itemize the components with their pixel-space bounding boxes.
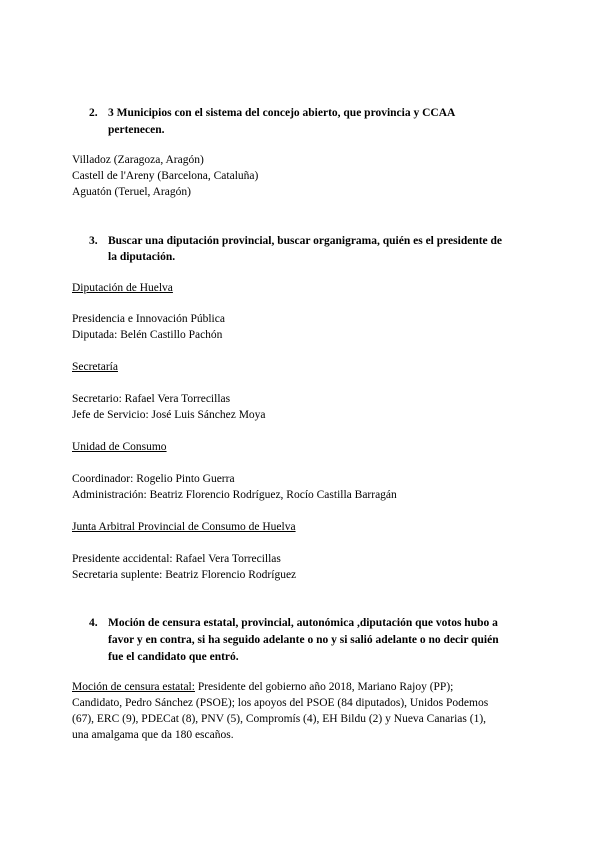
section-heading: Junta Arbitral Provincial de Consumo de Huelva <box>72 521 296 533</box>
q3-number: 3. <box>89 235 98 247</box>
section-line: Jefe de Servicio: José Luis Sánchez Moya <box>72 409 266 421</box>
q4-answer-line: (67), ERC (9), PDECat (8), PNV (5), Compromís (4), EH Bildu (2) y Nueva Canarias (1), <box>72 713 487 725</box>
q2-item: Aguatón (Teruel, Aragón) <box>72 186 191 198</box>
section-line: Presidencia e Innovación Pública <box>72 313 225 325</box>
q4-first-line-rest: Presidente del gobierno año 2018, Mariano Rajoy (PP); <box>194 681 454 693</box>
section-heading: Diputación de Huelva <box>72 282 173 294</box>
q4-label: Moción de censura estatal: <box>72 681 195 693</box>
q2-title-line-1: 3 Municipios con el sistema del concejo abierto, que provincia y CCAA <box>108 107 456 119</box>
q4-title-line-3: fue el candidato que entró. <box>108 651 239 663</box>
section-line: Administración: Beatriz Florencio Rodríguez, Rocío Castilla Barragán <box>72 489 397 501</box>
q2-number: 2. <box>89 107 98 119</box>
section-heading: Unidad de Consumo <box>72 441 167 453</box>
section-heading: Secretaría <box>72 361 118 373</box>
q4-answer-line: Candidato, Pedro Sánchez (PSOE); los apoyos del PSOE (84 diputados), Unidos Podemos <box>72 697 489 709</box>
q3-title-line-1: Buscar una diputación provincial, buscar organigrama, quién es el presidente de <box>108 235 503 247</box>
q2-title-line-2: pertenecen. <box>108 124 165 136</box>
section-line: Presidente accidental: Rafael Vera Torrecillas <box>72 553 281 565</box>
q2-item: Castell de l'Areny (Barcelona, Cataluña) <box>72 170 259 182</box>
q4-title-line-2: favor y en contra, si ha seguido adelante o no y si salió adelante o no decir quién <box>108 634 499 646</box>
section-line: Secretario: Rafael Vera Torrecillas <box>72 393 231 405</box>
q3-title-line-2: la diputación. <box>108 251 176 263</box>
section-line: Coordinador: Rogelio Pinto Guerra <box>72 473 235 485</box>
q4-number: 4. <box>89 617 98 629</box>
section-line: Diputada: Belén Castillo Pachón <box>72 329 223 341</box>
q4-answer-line: una amalgama que da 180 escaños. <box>72 729 234 741</box>
q4-title-line-1: Moción de censura estatal, provincial, autonómica ,diputación que votos hubo a <box>108 617 498 629</box>
q4-answer-line-1 <box>72 679 453 695</box>
section-line: Secretaria suplente: Beatriz Florencio Rodríguez <box>72 569 297 581</box>
q2-item: Villadoz (Zaragoza, Aragón) <box>72 154 204 166</box>
